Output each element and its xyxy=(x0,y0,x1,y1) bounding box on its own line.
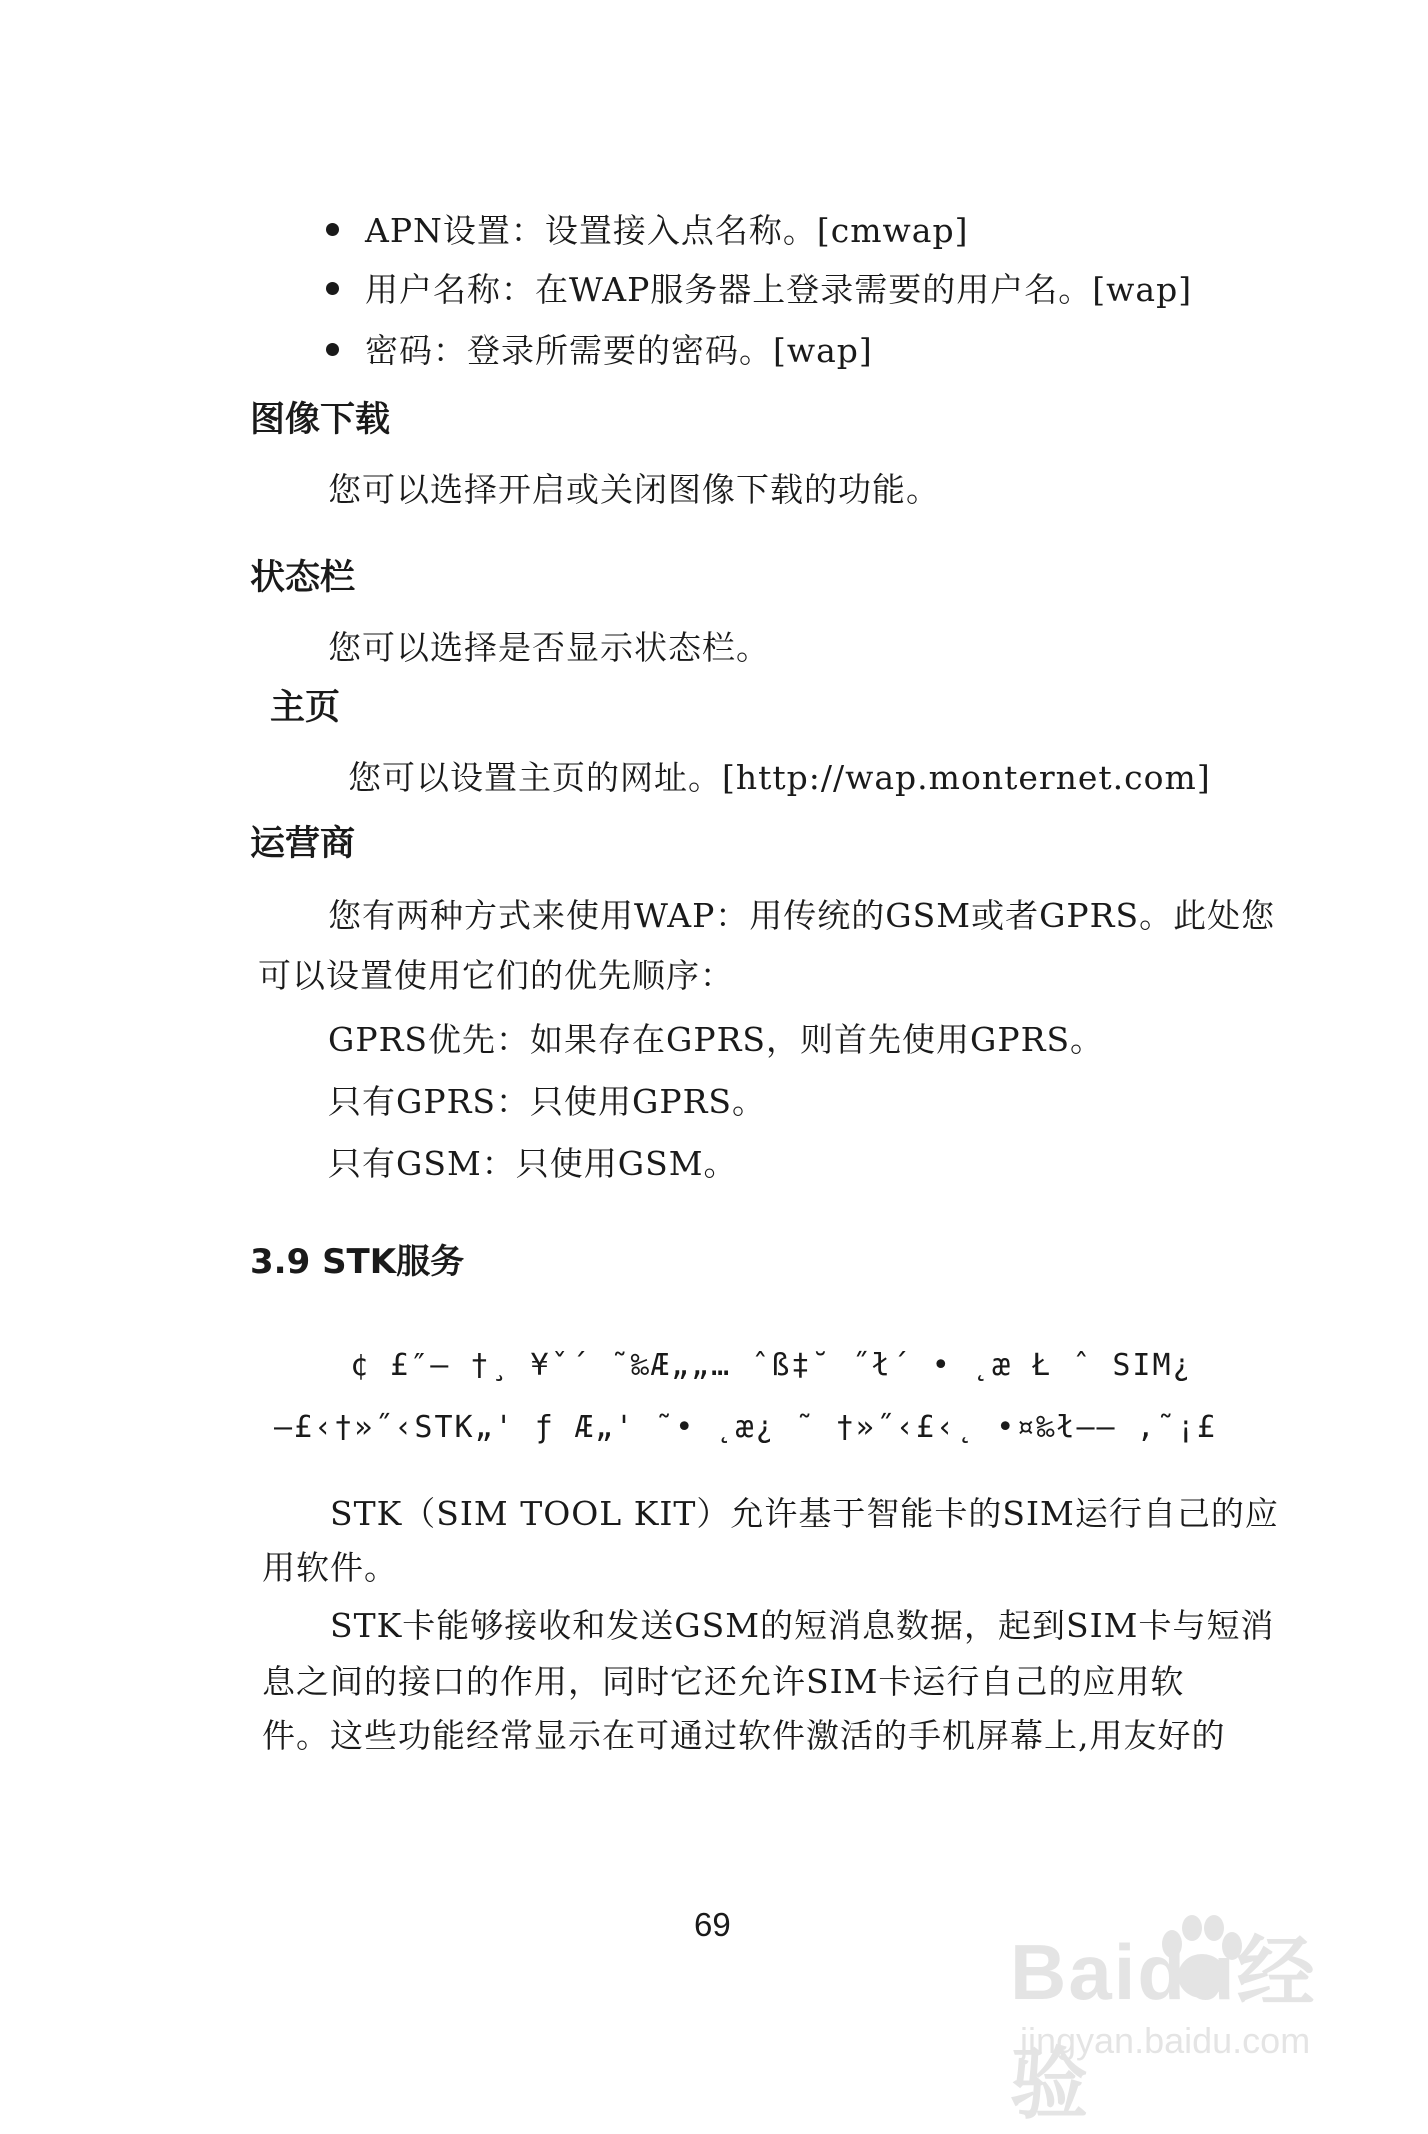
section-heading-operator: 运营商 xyxy=(250,824,356,864)
section-heading-stk: 3.9 STK服务 xyxy=(250,1242,465,1282)
stk-paragraph2-line2: 息之间的接口的作用，同时它还允许SIM卡运行自己的应用软 xyxy=(262,1662,1185,1701)
bullet-text: 密码：登录所需要的密码。[wap] xyxy=(365,331,873,370)
watermark-logo: Baidu经验 xyxy=(1010,1928,1317,2128)
stk-paragraph1-line1: STK（SIM TOOL KIT）允许基于智能卡的SIM运行自己的应 xyxy=(330,1494,1279,1533)
bullet-text: 用户名称：在WAP服务器上登录需要的用户名。[wap] xyxy=(365,270,1193,309)
operator-text-line2: 可以设置使用它们的优先顺序： xyxy=(258,956,734,995)
bullet-item-password xyxy=(326,329,873,373)
bullet-icon xyxy=(326,282,339,295)
garbled-text-line1: ¢ £″– †¸ ¥ˇ´ ˜‰Æ„„… ˆß‡˘ ˝ł´ • ˛æ Ł ˆ SIM¿ xyxy=(350,1348,1193,1383)
section-heading-image-download: 图像下载 xyxy=(250,400,391,440)
operator-option-gprs-only: 只有GPRS：只使用GPRS。 xyxy=(328,1082,767,1121)
stk-paragraph2-line1: STK卡能够接收和发送GSM的短消息数据，起到SIM卡与短消 xyxy=(330,1606,1275,1645)
watermark-url: jingyan.baidu.com xyxy=(1020,2020,1311,2061)
baidu-watermark xyxy=(1010,1910,1390,2128)
operator-text-line1: 您有两种方式来使用WAP：用传统的GSM或者GPRS。此处您 xyxy=(328,896,1276,935)
bullet-text: APN设置：设置接入点名称。[cmwap] xyxy=(365,211,969,250)
bullet-icon xyxy=(326,343,339,356)
status-bar-text: 您可以选择是否显示状态栏。 xyxy=(328,628,770,667)
section-heading-homepage: 主页 xyxy=(270,688,341,728)
bullet-icon xyxy=(326,223,339,236)
section-heading-status-bar: 状态栏 xyxy=(250,558,356,598)
homepage-text: 您可以设置主页的网址。[http://wap.monternet.com] xyxy=(348,758,1211,797)
operator-option-gprs-first: GPRS优先：如果存在GPRS，则首先使用GPRS。 xyxy=(328,1020,1105,1059)
bullet-item-apn xyxy=(326,209,968,253)
garbled-text-line2: —£‹†»˝‹STK„' ƒ Æ„' ˜• ˛æ¿ ˜ †»˝‹£‹˛ •¤‰ł—— ,˜¡£ xyxy=(274,1410,1217,1445)
page-number: 69 xyxy=(694,1906,731,1943)
bullet-item-username xyxy=(326,268,1192,312)
stk-paragraph1-line2: 用软件。 xyxy=(262,1548,398,1587)
operator-option-gsm-only: 只有GSM：只使用GSM。 xyxy=(328,1144,738,1183)
image-download-text: 您可以选择开启或关闭图像下载的功能。 xyxy=(328,470,940,509)
stk-paragraph2-line3: 件。这些功能经常显示在可通过软件激活的手机屏幕上,用友好的 xyxy=(262,1716,1226,1755)
